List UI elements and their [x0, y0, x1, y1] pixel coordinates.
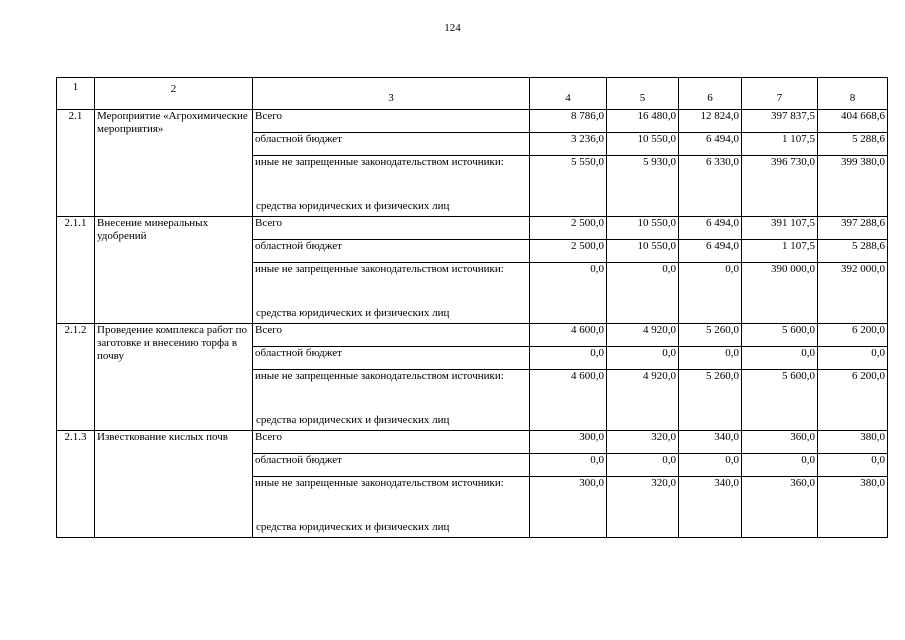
legal-entities-label: средства юридических и физических лиц	[256, 307, 450, 319]
table-row-total	[57, 110, 888, 133]
value-cell: 0,0	[530, 263, 607, 324]
value-cell: 392 000,0	[818, 263, 888, 324]
other-sources-label: иные не запрещенные законодательством источники:	[255, 263, 504, 275]
value-cell: 6 494,0	[679, 217, 742, 240]
value-cell: 0,0	[607, 347, 679, 370]
value-cell: 360,0	[742, 477, 818, 538]
value-cell: 320,0	[607, 431, 679, 454]
source-label-other	[253, 263, 530, 324]
source-label-other	[253, 477, 530, 538]
value-cell: 6 200,0	[818, 324, 888, 347]
header-cell: 2	[95, 78, 253, 110]
header-row	[57, 78, 888, 110]
value-cell: 0,0	[742, 454, 818, 477]
value-cell: 6 494,0	[679, 240, 742, 263]
measure-name: Внесение минеральных удобрений	[95, 217, 253, 324]
source-label-regional-budget: областной бюджет	[253, 240, 530, 263]
value-cell: 6 494,0	[679, 133, 742, 156]
value-cell: 0,0	[742, 347, 818, 370]
value-cell: 0,0	[679, 347, 742, 370]
value-cell: 3 236,0	[530, 133, 607, 156]
value-cell: 0,0	[679, 454, 742, 477]
other-sources-label: иные не запрещенные законодательством источники:	[255, 477, 504, 489]
value-cell: 1 107,5	[742, 240, 818, 263]
value-cell: 399 380,0	[818, 156, 888, 217]
legal-entities-label: средства юридических и физических лиц	[256, 414, 450, 426]
header-cell: 8	[818, 78, 888, 110]
other-sources-label: иные не запрещенные законодательством источники:	[255, 156, 504, 168]
value-cell: 380,0	[818, 477, 888, 538]
value-cell: 300,0	[530, 431, 607, 454]
value-cell: 5 288,6	[818, 240, 888, 263]
value-cell: 397 837,5	[742, 110, 818, 133]
source-label-other	[253, 370, 530, 431]
value-cell: 391 107,5	[742, 217, 818, 240]
budget-table	[56, 77, 888, 538]
value-cell: 5 550,0	[530, 156, 607, 217]
header-cell: 4	[530, 78, 607, 110]
value-cell: 0,0	[607, 263, 679, 324]
value-cell: 6 330,0	[679, 156, 742, 217]
value-cell: 380,0	[818, 431, 888, 454]
other-sources-label: иные не запрещенные законодательством источники:	[255, 370, 504, 382]
source-label-total: Всего	[253, 217, 530, 240]
legal-entities-label: средства юридических и физических лиц	[256, 521, 450, 533]
value-cell: 10 550,0	[607, 217, 679, 240]
header-cell: 6	[679, 78, 742, 110]
page-number: 124	[444, 22, 461, 34]
value-cell: 397 288,6	[818, 217, 888, 240]
value-cell: 5 930,0	[607, 156, 679, 217]
value-cell: 4 920,0	[607, 370, 679, 431]
header-cell: 1	[57, 78, 95, 110]
measure-code: 2.1.1	[57, 217, 95, 324]
value-cell: 2 500,0	[530, 240, 607, 263]
value-cell: 8 786,0	[530, 110, 607, 133]
source-label-total: Всего	[253, 110, 530, 133]
value-cell: 5 260,0	[679, 324, 742, 347]
source-label-regional-budget: областной бюджет	[253, 347, 530, 370]
header-cell: 5	[607, 78, 679, 110]
value-cell: 0,0	[818, 454, 888, 477]
value-cell: 320,0	[607, 477, 679, 538]
value-cell: 16 480,0	[607, 110, 679, 133]
value-cell: 396 730,0	[742, 156, 818, 217]
measure-code: 2.1.2	[57, 324, 95, 431]
header-cell: 7	[742, 78, 818, 110]
table-row-total	[57, 324, 888, 347]
value-cell: 10 550,0	[607, 133, 679, 156]
measure-name: Проведение комплекса работ по заготовке и внесению торфа в почву	[95, 324, 253, 431]
value-cell: 1 107,5	[742, 133, 818, 156]
source-label-total: Всего	[253, 324, 530, 347]
source-label-other	[253, 156, 530, 217]
measure-code: 2.1	[57, 110, 95, 217]
table-row-total	[57, 431, 888, 454]
measure-name: Мероприятие «Агрохимические мероприятия»	[95, 110, 253, 217]
value-cell: 10 550,0	[607, 240, 679, 263]
value-cell: 0,0	[679, 263, 742, 324]
value-cell: 0,0	[607, 454, 679, 477]
value-cell: 0,0	[818, 347, 888, 370]
source-label-regional-budget: областной бюджет	[253, 454, 530, 477]
value-cell: 360,0	[742, 431, 818, 454]
source-label-total: Всего	[253, 431, 530, 454]
value-cell: 404 668,6	[818, 110, 888, 133]
value-cell: 0,0	[530, 347, 607, 370]
value-cell: 12 824,0	[679, 110, 742, 133]
value-cell: 0,0	[530, 454, 607, 477]
value-cell: 4 920,0	[607, 324, 679, 347]
value-cell: 340,0	[679, 477, 742, 538]
measure-code: 2.1.3	[57, 431, 95, 538]
source-label-regional-budget: областной бюджет	[253, 133, 530, 156]
value-cell: 5 600,0	[742, 324, 818, 347]
header-cell: 3	[253, 78, 530, 110]
table-row-total	[57, 217, 888, 240]
value-cell: 4 600,0	[530, 324, 607, 347]
measure-name: Известкование кислых почв	[95, 431, 253, 538]
value-cell: 6 200,0	[818, 370, 888, 431]
value-cell: 5 600,0	[742, 370, 818, 431]
value-cell: 4 600,0	[530, 370, 607, 431]
value-cell: 2 500,0	[530, 217, 607, 240]
value-cell: 300,0	[530, 477, 607, 538]
value-cell: 390 000,0	[742, 263, 818, 324]
value-cell: 5 260,0	[679, 370, 742, 431]
legal-entities-label: средства юридических и физических лиц	[256, 200, 450, 212]
value-cell: 340,0	[679, 431, 742, 454]
value-cell: 5 288,6	[818, 133, 888, 156]
